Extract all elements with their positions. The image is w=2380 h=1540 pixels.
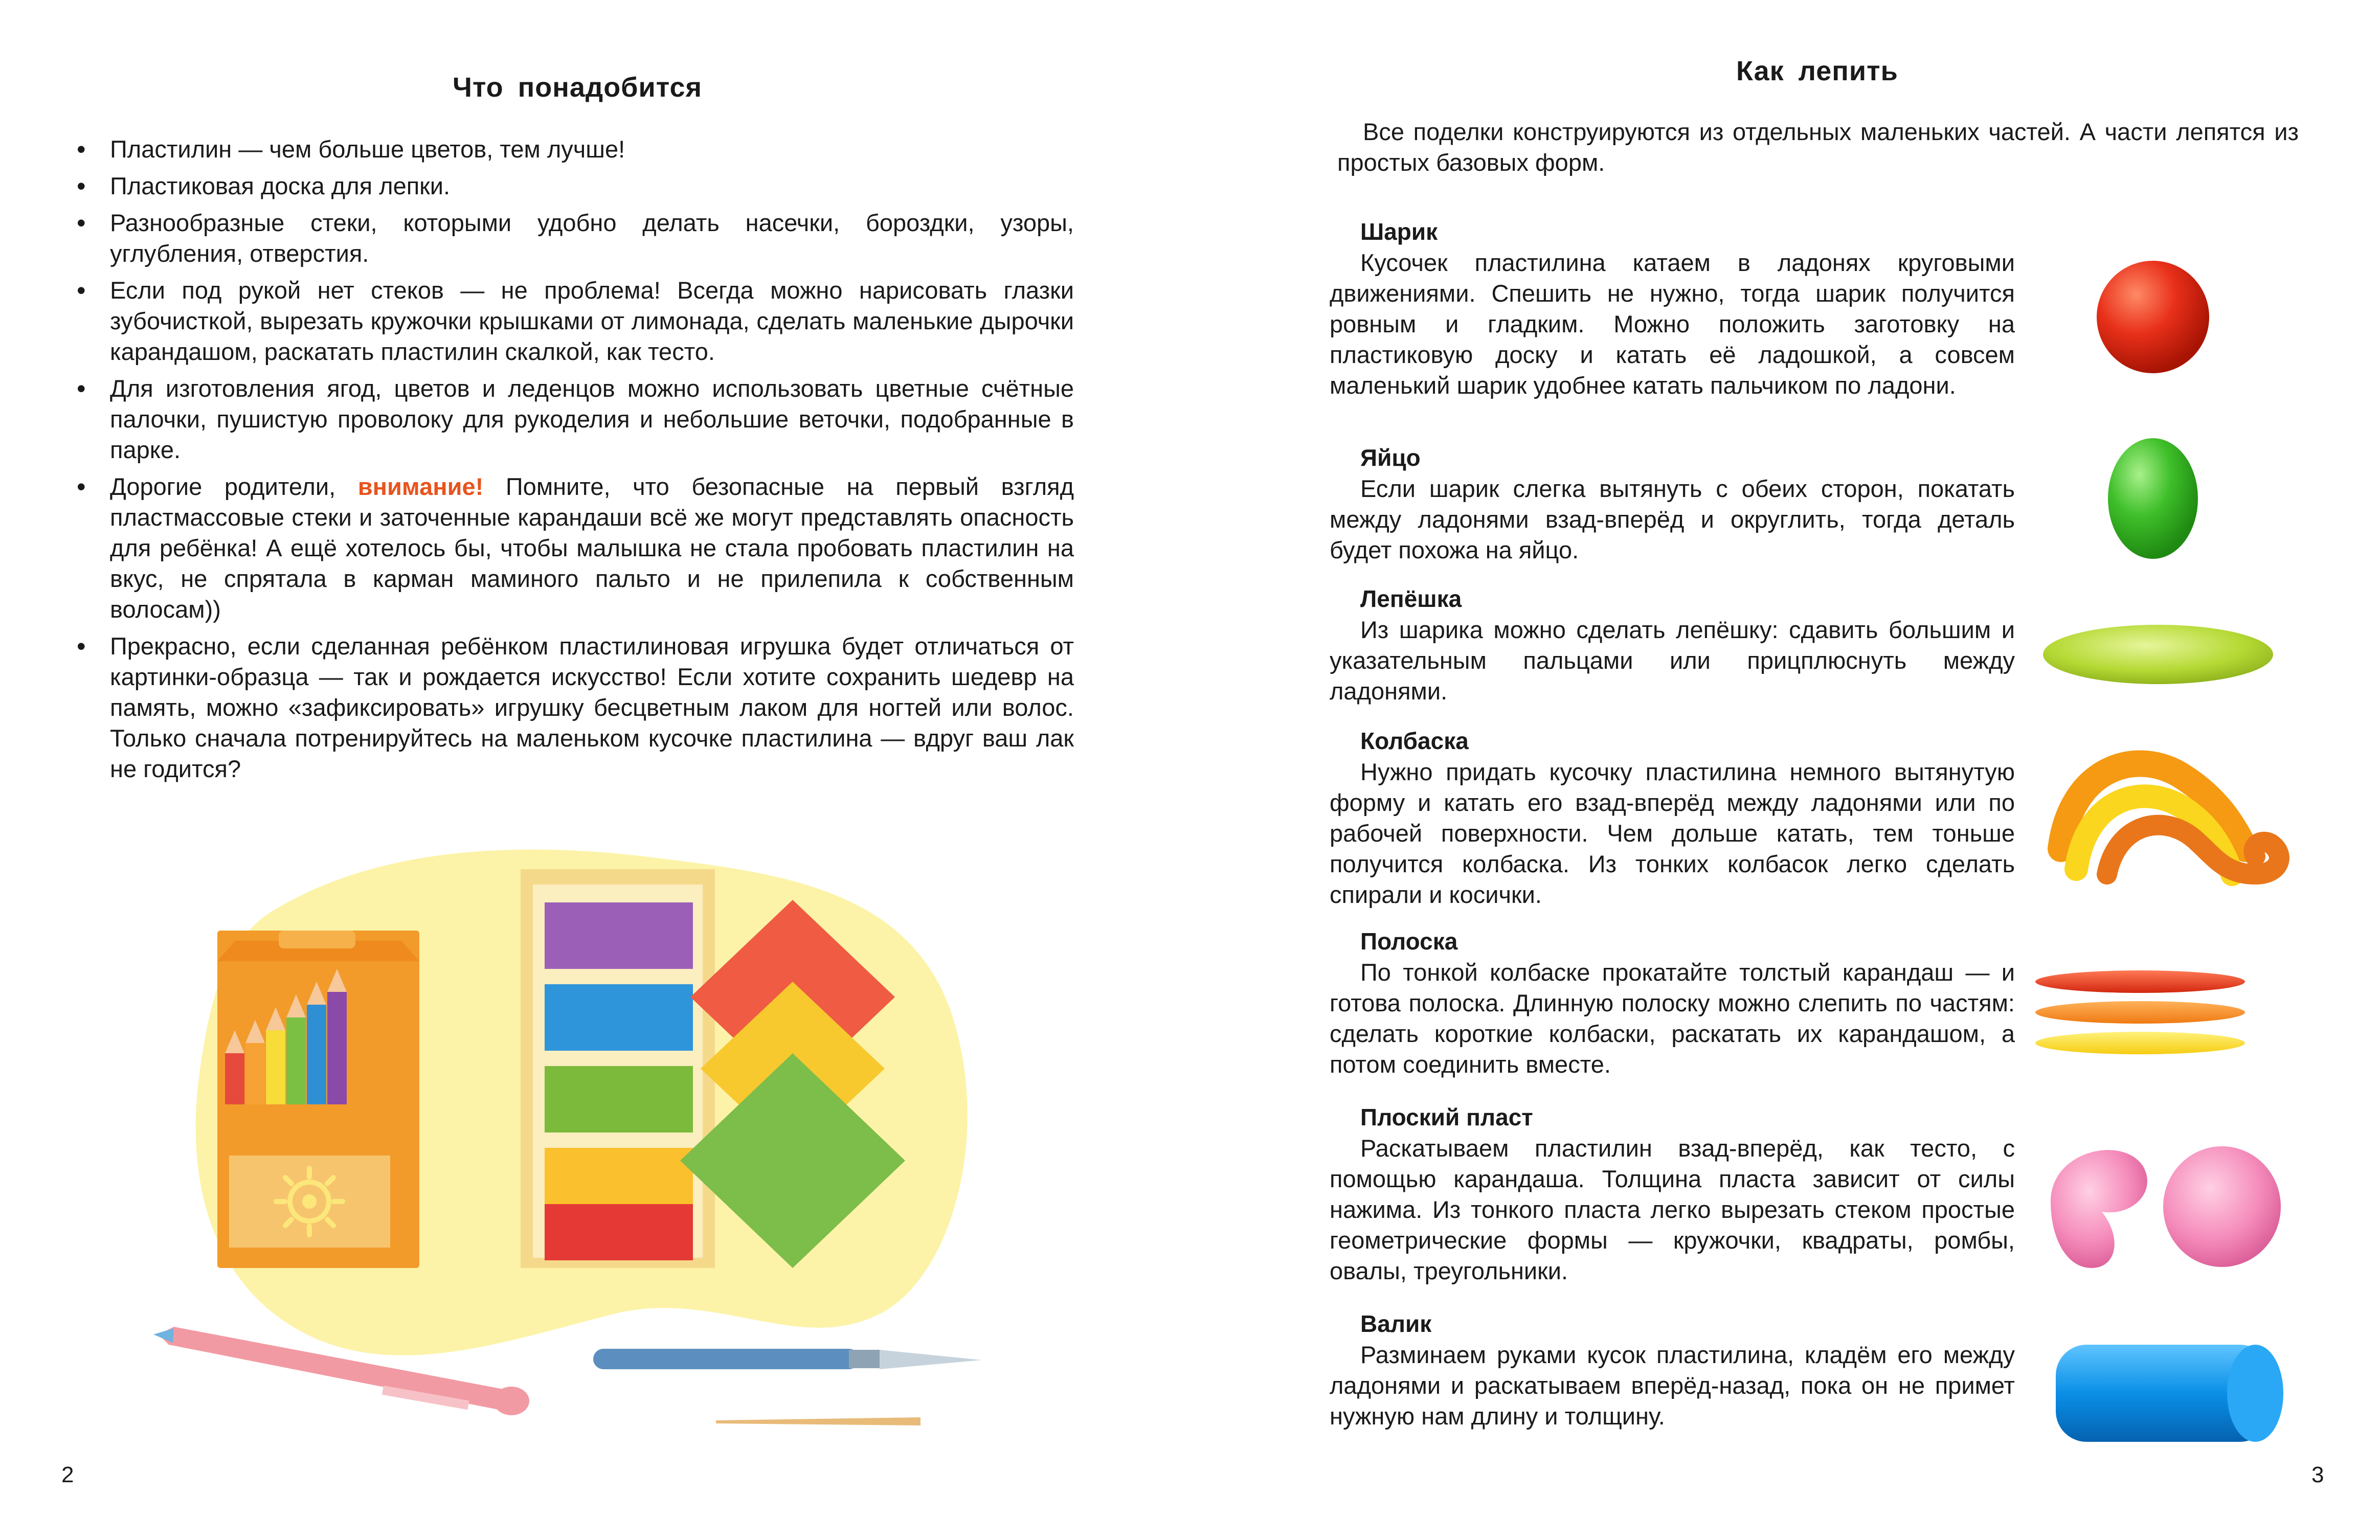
page-title-left: Что понадобится xyxy=(453,72,703,103)
section-text: Кусочек пластилина катаем в ладонях круговыми движениями. Спешить не нужно, тогда шарик получится ровным и гладким. Можно положить заготовку на пластиковую доску и катать её ладошкой, а совсем маленький шарик удобнее катать пальчиком по ладони. xyxy=(1330,249,2015,399)
section-flatcake xyxy=(1330,584,2015,707)
section-title: Полоска xyxy=(1360,928,1458,955)
egg-shape xyxy=(2108,438,2198,559)
section-title: Плоский пласт xyxy=(1360,1104,1533,1130)
list-item: • Если под рукой нет стеков — не проблема! Всегда можно нарисовать глазки зубочисткой, вырезать кружочки крышками от лимонада, сделать маленькие дырочки карандашом, раскатать пластилин скалкой, как тесто. xyxy=(77,275,1074,367)
pencil-box xyxy=(217,931,419,1268)
section-egg xyxy=(1330,443,2015,565)
section-text: Из шарика можно сделать лепёшку: сдавить большим и указательным пальцами или прицплюснуть между ладонями. xyxy=(1330,616,2015,705)
section-title: Валик xyxy=(1360,1310,1432,1337)
section-text: Если шарик слегка вытянуть с обеих сторон, покатать между ладонями взад-вперёд и округлить, тогда деталь будет похожа на яйцо. xyxy=(1330,475,2015,563)
list-item: • Разнообразные стеки, которыми удобно делать насечки, бороздки, узоры, углубления, отверстия. xyxy=(77,208,1074,269)
section-title: Яйцо xyxy=(1360,444,1421,471)
page-title-right: Как лепить xyxy=(1736,56,1898,86)
section-ball xyxy=(1330,217,2015,401)
sausage-shapes xyxy=(2061,764,2279,874)
page-number-right: 3 xyxy=(2311,1462,2324,1487)
list-item-parents-note xyxy=(77,471,1074,625)
roller-shape xyxy=(2056,1345,2283,1442)
shapes-illustrations xyxy=(2030,245,2317,1447)
strip-shapes xyxy=(2035,970,2245,1054)
intro-text: Все поделки конструируются из отдельных маленьких частей. А части лепятся из простых базовых форм. xyxy=(1337,118,2299,176)
section-title: Шарик xyxy=(1360,218,1438,245)
page-number-left: 2 xyxy=(61,1462,74,1487)
flatcake-shape xyxy=(2043,625,2273,684)
section-title: Лепёшка xyxy=(1360,585,1462,612)
section-text: По тонкой колбаске прокатайте толстый карандаш — и готова полоска. Длинную полоску можно слепить по частям: сделать короткие колбаски, раскатать их карандашом, а потом соединить вместе. xyxy=(1330,959,2015,1078)
flat-sheet-shapes xyxy=(2051,1146,2281,1268)
list-item: • Пластилин — чем больше цветов, тем лучше! xyxy=(77,134,1074,165)
section-text: Раскатываем пластилин взад-вперёд, как тесто, с помощью карандаша. Толщина пласта зависит от силы нажима. Из тонкого пласта легко вырезать стеком простые геометрические формы — кружочки, квадраты, ромбы, овалы, треугольники. xyxy=(1330,1135,2015,1284)
craft-knife xyxy=(593,1349,982,1369)
attention-highlight: внимание! xyxy=(357,473,484,500)
section-flat-sheet xyxy=(1330,1102,2015,1286)
list-item: • Для изготовления ягод, цветов и леденцов можно использовать цветные счётные палочки, пушистую проволоку для рукоделия и небольшие веточки, подобранные в парке. xyxy=(77,373,1074,465)
section-sausage xyxy=(1330,726,2015,910)
section-text: Разминаем руками кусок пластилина, кладём его между ладонями и раскатываем вперёд-назад, пока он не примет нужную нам длину и толщину. xyxy=(1330,1341,2015,1430)
list-item: • Пластиковая доска для лепки. xyxy=(77,171,1074,201)
list-item: • Прекрасно, если сделанная ребёнком пластилиновая игрушка будет отличаться от картинки-образца — так и рождается искусство! Если хотите сохранить шедевр на память, можно «зафиксировать» игрушку бесцветным лаком для ногтей или волос. Только сначала потренируйтесь на маленьком кусочке пластилина — вдруг ваш лак не годится? xyxy=(77,631,1074,784)
ball-shape xyxy=(2097,261,2209,373)
toothpick xyxy=(716,1417,920,1425)
section-roller xyxy=(1330,1309,2015,1432)
section-strip xyxy=(1330,926,2015,1080)
note-text-start: Дорогие родители, xyxy=(110,473,358,500)
tools-illustration xyxy=(153,828,1074,1442)
plasticine-tray xyxy=(521,869,715,1268)
section-title: Колбаска xyxy=(1360,728,1469,754)
materials-list xyxy=(77,134,1074,790)
section-text: Нужно придать кусочку пластилина немного вытянутую форму и катать его взад-вперёд между ладонями или по рабочей поверхности. Чем дольше катать, тем тоньше получится колбаска. Из тонких колбасок легко сделать спирали и косички. xyxy=(1330,758,2015,908)
note-text-rest: Помните, что безопасные на первый взгляд пластмассовые стеки и заточенные карандаши всё же могут представлять опасность для ребёнка! А ещё хотелось бы, чтобы малышка не стала пробовать пластилин на вкус, не спрятала в карман маминого пальто и не прилепила к собственным волосам)) xyxy=(110,473,1074,623)
